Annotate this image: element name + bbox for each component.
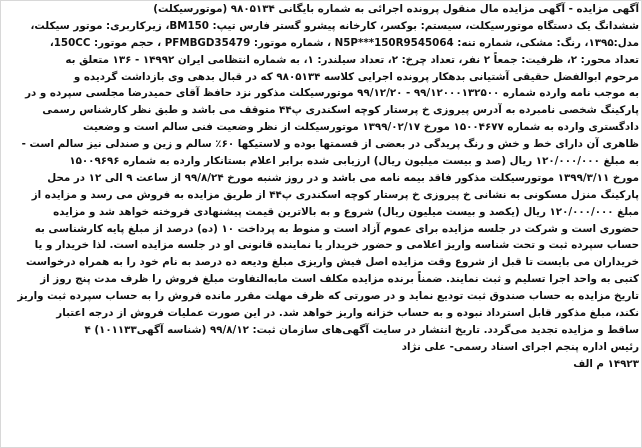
notice-body-line: تاریخ مزایده به حساب صندوق ثبت تودیع نماید و در صورتی که ظرف مهلت مقرر مانده فروش را به حساب سپرده ثبت واریز [17,290,639,303]
notice-body-line: تعداد محور: ۲، ظرفیت: جمعاً ۲ نفر، تعداد چرخ: ۲، تعداد سیلندر: ۱، به شماره انتظامی ایران ۱۴۹۹۲ - ۱۳۶ متعلق به [65,53,639,66]
notice-body-line: ششدانگ یک دستگاه موتورسیکلت، سیستم: بوکسر، کارخانه پیشرو گستر فارس تیپ: BM150، زیرکاربری: موتور سیکلت، [30,19,639,32]
notice-title-line: آگهی مزایده - آگهی مزایده مال منقول پرونده اجرائی به شماره بایگانی ۹۸۰۵۱۳۴ (موتورسیکلت) [153,3,639,15]
notice-reference-number: ۱۴۹۲۳ م الف [573,357,639,370]
notice-body-line: ظاهری آن دارای خط و خش و رنگ پریدگی در بعضی از قسمتها بوده و لاستیکها ۶۰٪ سالم و زین و صندلی نیز سالم است - [21,138,639,151]
notice-body-line: پارکینگ شخصی نامبرده به آدرس پیروزی خ پرستار کوچه اسکندری پ۴۴ متوقف می باشد و طبق نظر کارشناس رسمی [42,104,639,117]
notice-body-line: مرحوم ابوالفضل حقیقی آشتیانی بدهکار پرونده اجرایی کلاسه ۹۸۰۵۱۳۴ که در قبال بدهی وی بازداشت گردیده و [73,70,639,83]
notice-body-line: مبلغ ۱۲۰/۰۰۰/۰۰۰ ریال (یکصد و بیست میلیون ریال) شروع و به بالاترین قیمت پیشنهادی فروخته خواهد شد و مزایده [53,205,639,218]
notice-body-line: دادگستری وارده به شماره ۱۵۰۰۴۶۷۷ مورخ ۱۳۹۹/۰۲/۱۷ موتورسیکلت از نظر وضعیت فنی سالم است و وضعیت [83,121,639,134]
notice-body-line: به مبلغ ۱۲۰/۰۰۰/۰۰۰ ریال (صد و بیست میلیون ریال) ارزیابی شده برابر اعلام بستانکار وارده به شماره ۱۵۰۰۹۶۹۶ [69,155,639,168]
notice-body-line: به موجب نامه وارده شماره ۹۹/۱۲۰۰۰۱۳۲۵۰۰ - ۹۹/۱۲/۲۰ موتورسیکلت مذکور نزد حافظ آقای حمیدرضا مجلسی سپرده و در [25,87,639,100]
auction-notice-text [5,1,639,373]
notice-signature: رئیس اداره پنجم اجرای اسناد رسمی- علی نژاد [401,340,639,353]
notice-body-line: مدل:۱۳۹۵، رنگ: مشکی، شماره تنه: N5P***150R9545064 ، شماره موتور: PFMBGD35479 ، حجم موتور: 150CC، [49,36,639,49]
notice-body-line: کتبی به واحد اجرا تسلیم و ثبت نمایند. ضمناً برنده مزایده مکلف است مابه‌التفاوت مبلغ فروش را ظرف مدت پنج روز از [40,273,639,286]
notice-body-line: پارکینگ منزل مسکونی به نشانی خ پیروزی خ پرستار کوچه اسکندری پ۴۴ از طریق مزایده به فروش می رسد و مزایده از [31,188,639,201]
notice-body-line: نکند، مبلغ مذکور قابل استرداد نبوده و به حساب خزانه واریز خواهد شد. در این صورت عملیات فروش از درجه اعتبار [56,307,639,320]
notice-body-line: حضوری است و شرکت در جلسه مزایده برای عموم آزاد است و منوط به پرداخت ۱۰ (ده) درصد از مبلغ پایه کارشناسی به [34,222,639,235]
notice-body-line: ساقط و مزایده تجدید می‌گردد. تاریخ انتشار در سایت آگهی‌های سازمان ثبت: ۹۹/۸/۱۲ (شناسه آگهی۱۰۱۱۳۳) ۴ [84,323,639,336]
notice-body-line: مورخ ۱۳۹۹/۳/۱۱ موتورسیکلت مذکور فاقد بیمه نامه می باشد و در روز شنبه مورخ ۹۹/۸/۲۴ از ساعت ۹ الی ۱۲ در محل [47,171,639,184]
notice-body-line: حساب سپرده ثبت و تحت شناسه واریز اعلامی و حضور خریدار یا نماینده قانونی او در جلسه مزایده است. لذا خریدار و یا [34,239,639,252]
notice-body-line: خریداران می بایست تا قبل از شروع وقت مزایده اصل فیش واریزی مبلغ ودیعه ده درصد به نام خود را به همراه درخواست [25,256,639,269]
